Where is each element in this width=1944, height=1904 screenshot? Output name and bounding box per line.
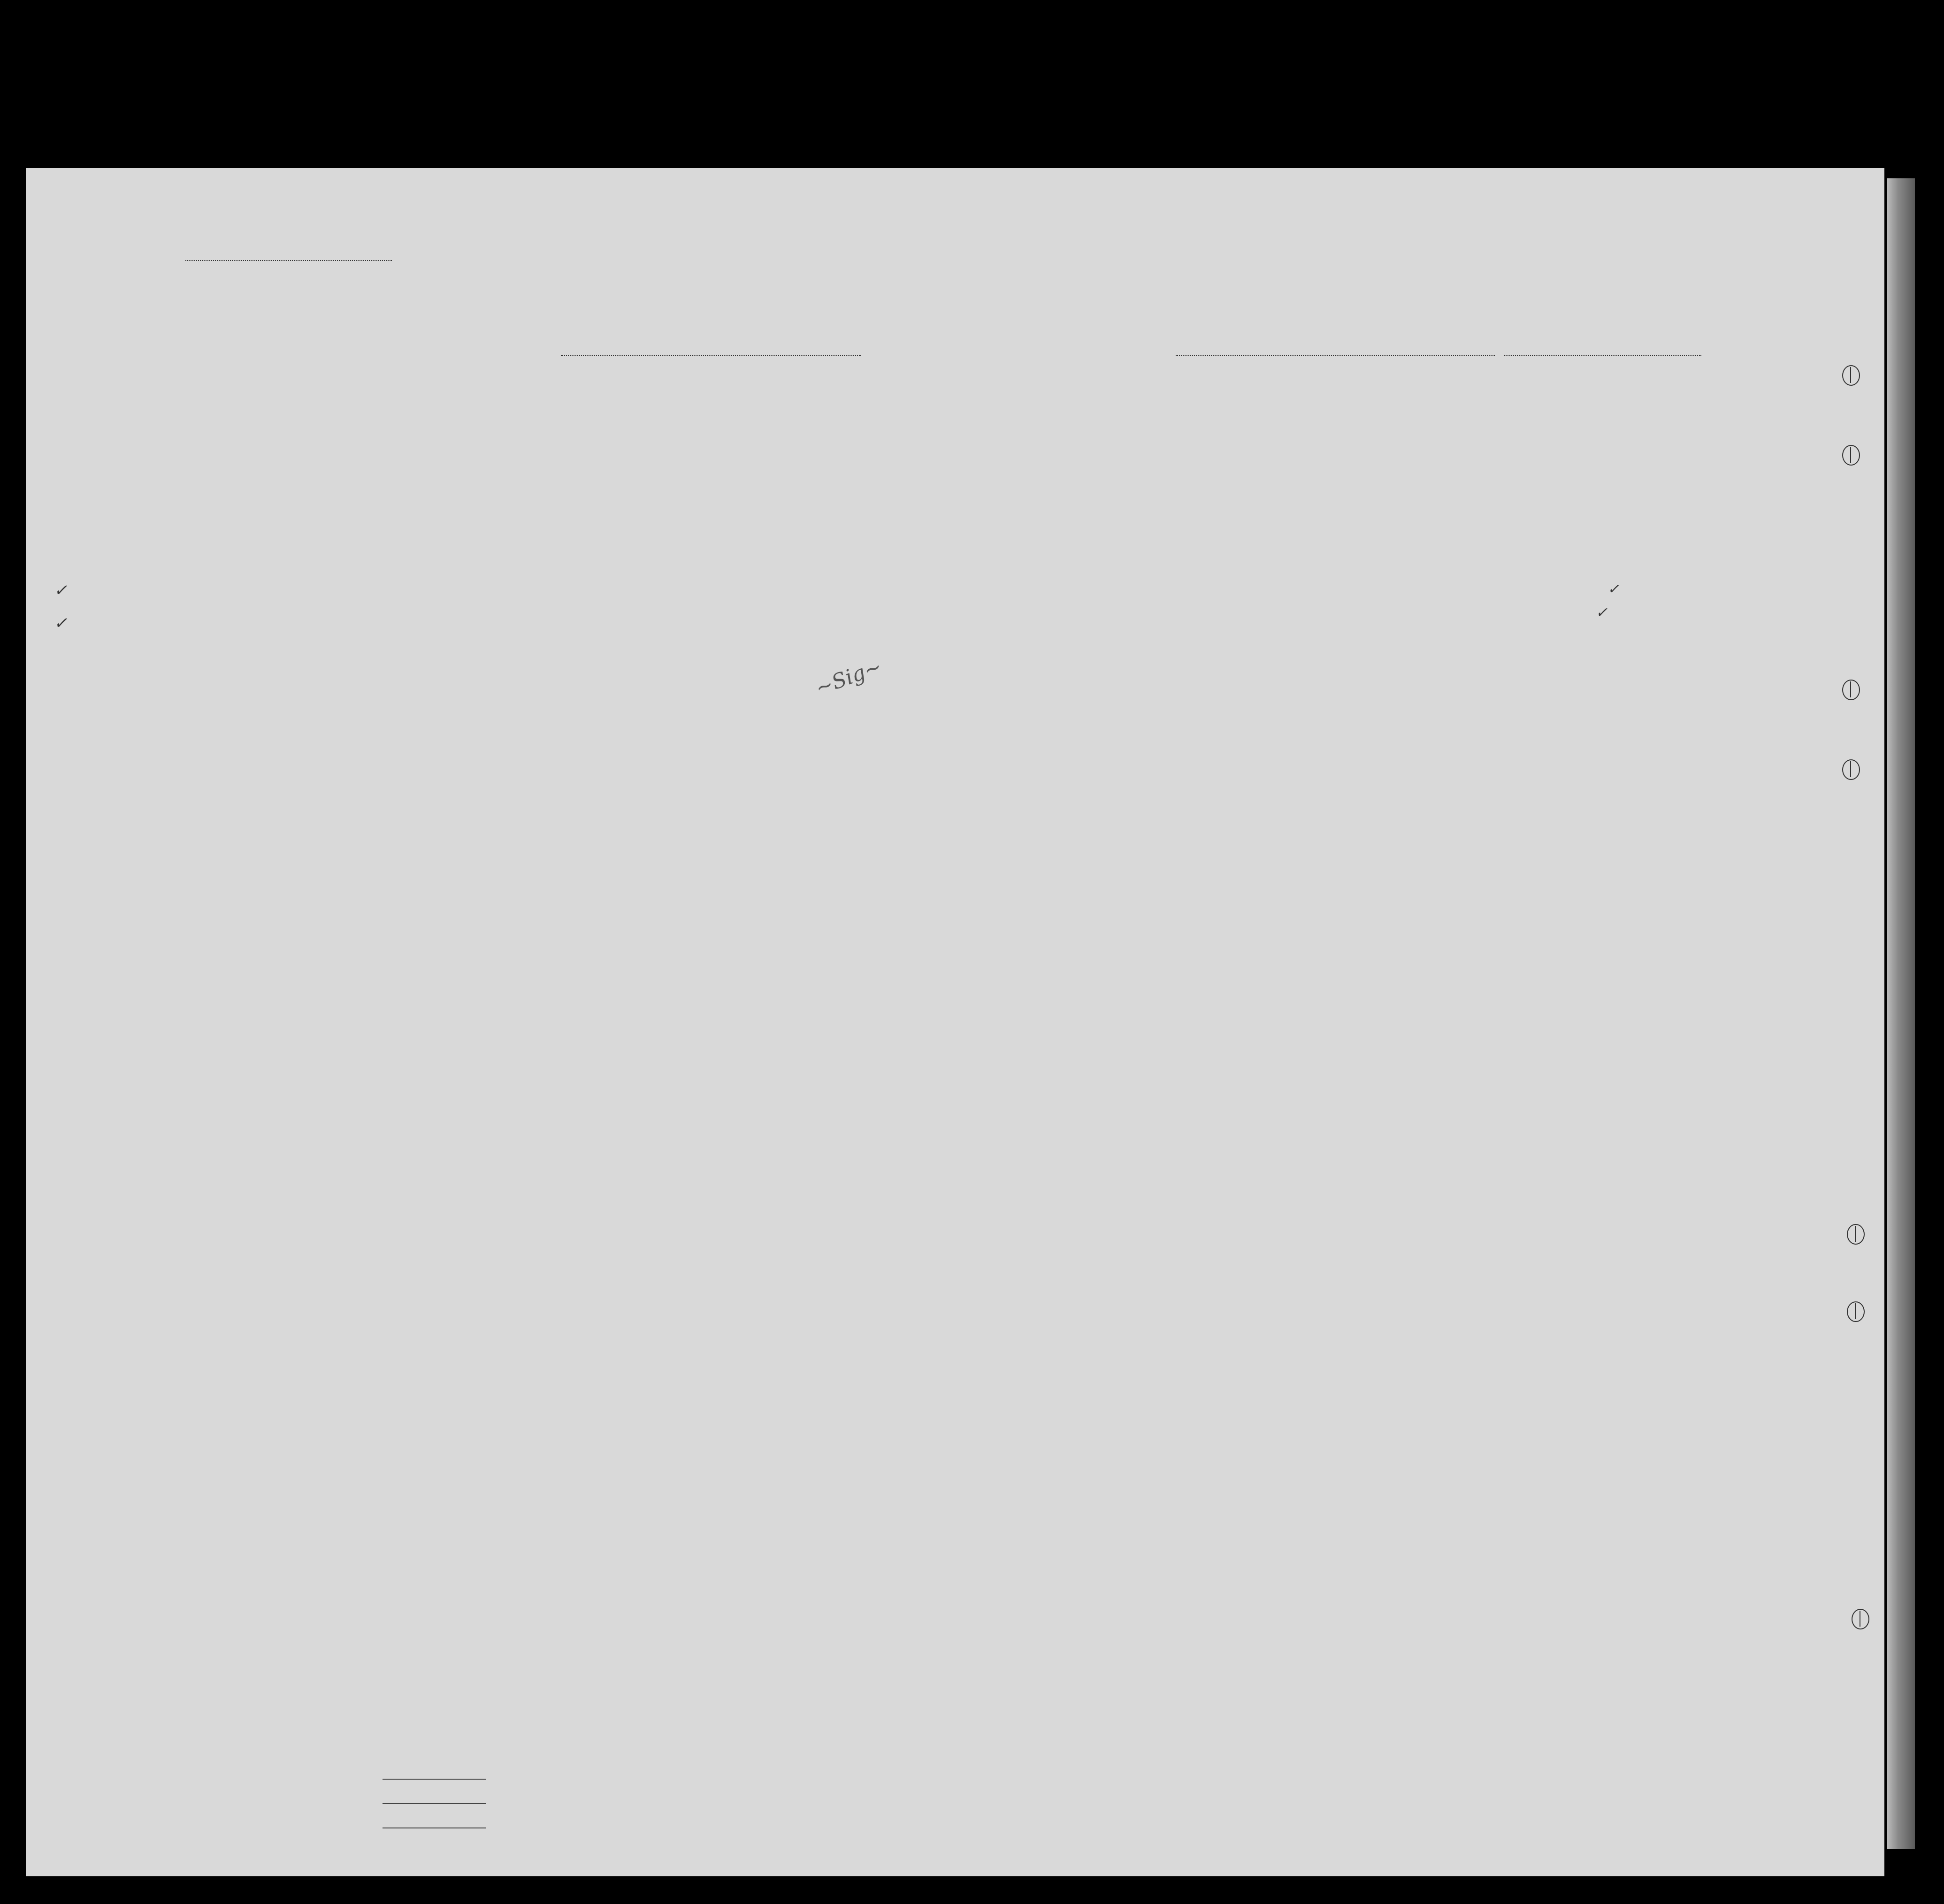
punch-hole	[1842, 365, 1860, 386]
row2-verification-check: ✓	[1596, 604, 1608, 621]
row2-check: ✓	[54, 614, 68, 633]
punch-hole	[1842, 680, 1860, 700]
us-citizens-line	[383, 1803, 486, 1804]
inspector-signature: ~Sig~	[812, 654, 885, 701]
total-passengers-line	[383, 1779, 486, 1780]
punch-hole	[1842, 445, 1860, 466]
table-grid	[26, 168, 1884, 1876]
punch-hole	[1842, 759, 1860, 780]
row1-check: ✓	[54, 581, 68, 600]
row1-verification-check: ✓	[1607, 581, 1620, 597]
page-edge	[1887, 178, 1915, 1849]
punch-hole	[1847, 1224, 1865, 1245]
punch-hole	[1852, 1609, 1869, 1629]
manifest-sheet	[26, 168, 1884, 1876]
punch-hole	[1847, 1301, 1865, 1322]
